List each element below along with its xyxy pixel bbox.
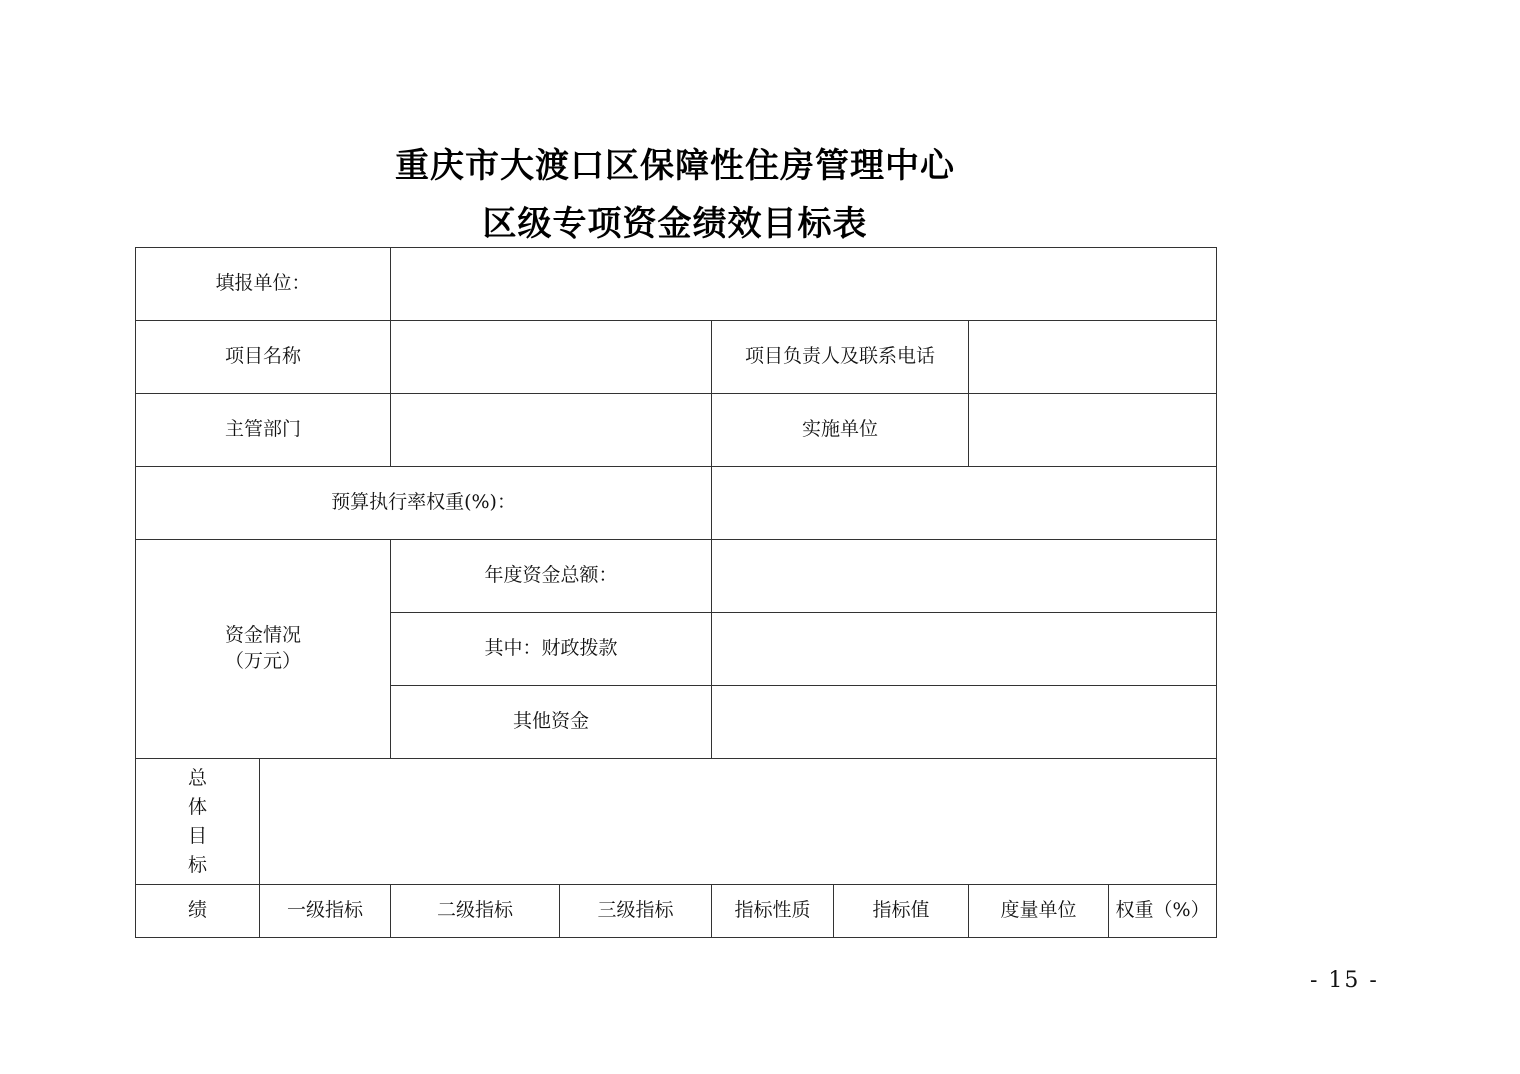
implementing-unit-label: 实施单位 — [712, 394, 969, 467]
supervising-dept-field[interactable] — [391, 394, 712, 467]
indicator-header-unit: 度量单位 — [969, 885, 1109, 938]
project-name-label: 项目名称 — [136, 321, 391, 394]
fiscal-allocation-field[interactable] — [712, 613, 1217, 686]
indicator-header-performance: 绩 — [136, 885, 260, 938]
performance-goal-form — [135, 247, 1217, 938]
indicator-header-level2: 二级指标 — [391, 885, 560, 938]
funds-label-line1: 资金情况 — [225, 624, 302, 647]
overall-goal-label: 总体目标 — [187, 766, 207, 876]
funds-label — [136, 540, 391, 759]
document-title-line2: 区级专项资金绩效目标表 — [482, 204, 868, 244]
indicator-header-weight: 权重（%） — [1109, 885, 1217, 938]
annual-total-row — [136, 540, 1217, 613]
indicator-header-value: 指标值 — [834, 885, 969, 938]
fiscal-allocation-label: 其中：财政拨款 — [391, 613, 712, 686]
reporting-unit-field[interactable] — [391, 248, 1217, 321]
annual-total-label: 年度资金总额： — [391, 540, 712, 613]
annual-total-field[interactable] — [712, 540, 1217, 613]
supervising-dept-row — [136, 394, 1217, 467]
indicator-header-level3: 三级指标 — [560, 885, 712, 938]
project-leader-field[interactable] — [969, 321, 1217, 394]
other-funds-field[interactable] — [712, 686, 1217, 759]
budget-weight-field[interactable] — [712, 467, 1217, 540]
project-name-row — [136, 321, 1217, 394]
implementing-unit-field[interactable] — [969, 394, 1217, 467]
indicator-header-nature: 指标性质 — [712, 885, 834, 938]
budget-weight-row — [136, 467, 1217, 540]
reporting-unit-row — [136, 248, 1217, 321]
other-funds-label: 其他资金 — [391, 686, 712, 759]
reporting-unit-label: 填报单位： — [136, 248, 391, 321]
document-title-line1: 重庆市大渡口区保障性住房管理中心 — [395, 146, 955, 186]
indicator-header-row — [136, 885, 1217, 938]
supervising-dept-label: 主管部门 — [136, 394, 391, 467]
budget-weight-label: 预算执行率权重(%)： — [136, 467, 712, 540]
overall-goal-label-cell — [136, 759, 260, 885]
overall-goal-row — [136, 759, 1217, 885]
project-name-field[interactable] — [391, 321, 712, 394]
project-leader-label: 项目负责人及联系电话 — [712, 321, 969, 394]
funds-label-line2: （万元） — [225, 650, 302, 672]
page-number: - 15 - — [1310, 968, 1379, 993]
indicator-header-level1: 一级指标 — [260, 885, 391, 938]
overall-goal-field[interactable] — [260, 759, 1217, 885]
